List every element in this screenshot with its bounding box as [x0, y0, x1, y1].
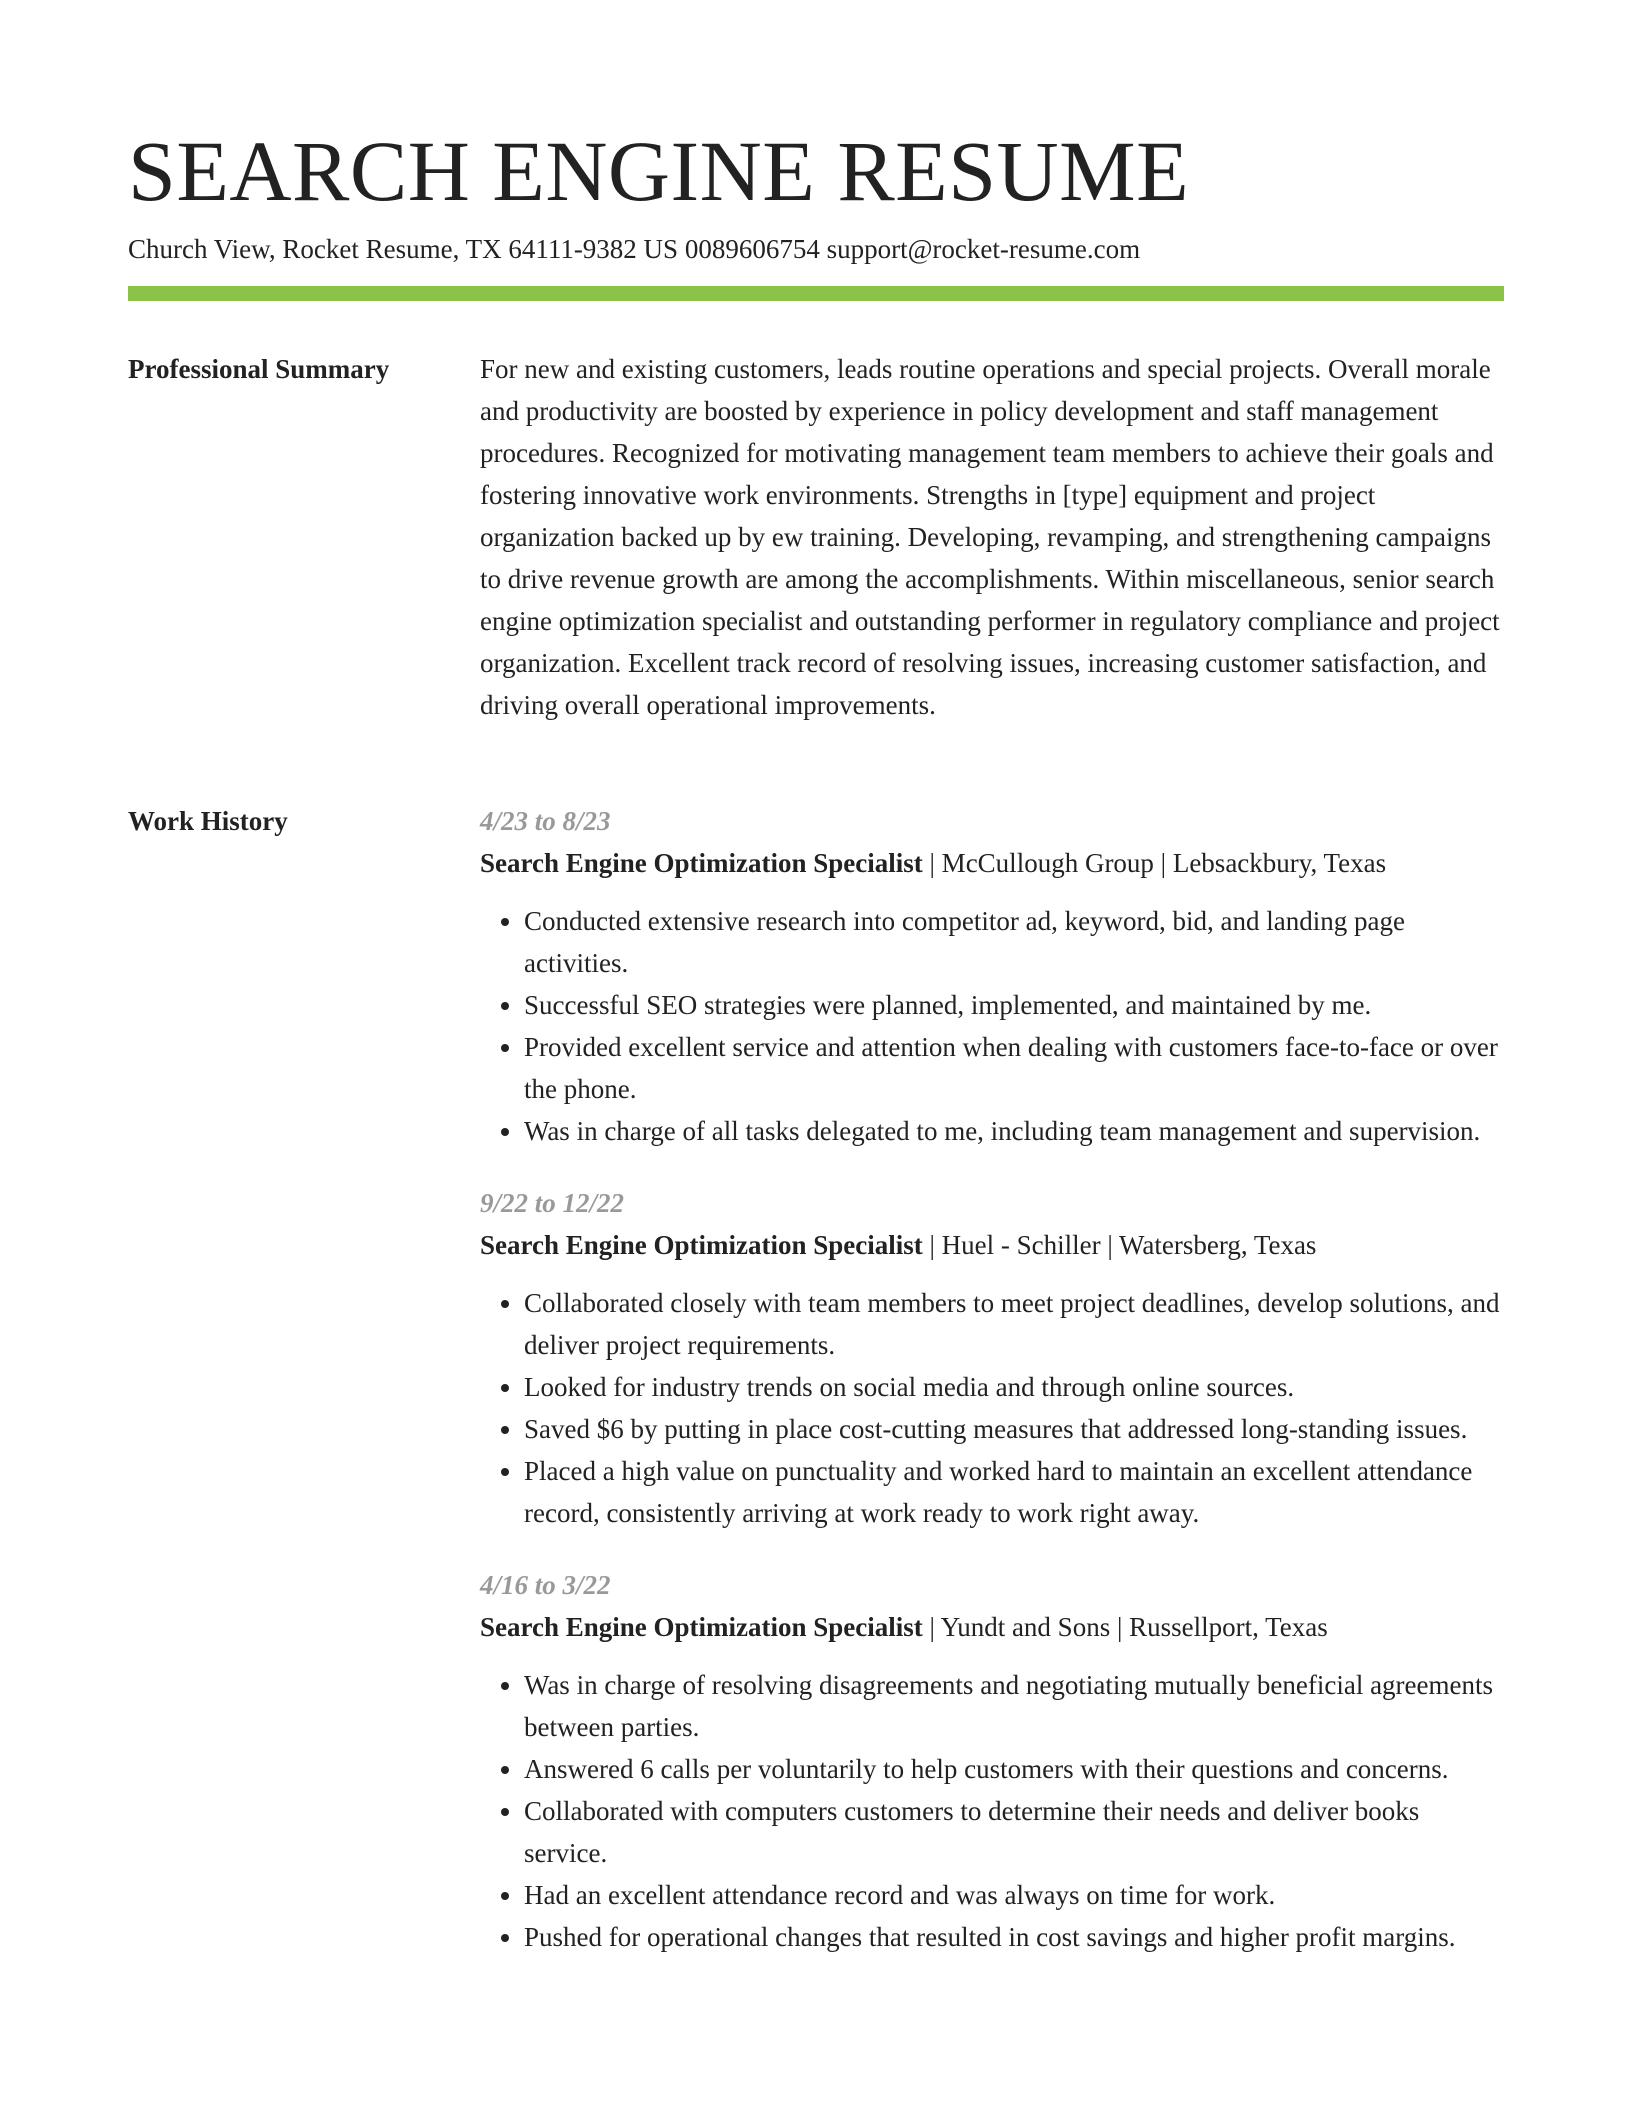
job-bullet: • Saved $6 by putting in place cost-cutting measures that addressed long-standing issues.	[524, 1408, 1504, 1450]
job-bullet-list	[480, 1664, 1504, 1958]
job-title: Search Engine Optimization Specialist	[480, 848, 923, 878]
job-employer-location: | Yundt and Sons | Russellport, Texas	[922, 1612, 1328, 1642]
job-dates: 4/16 to 3/22	[480, 1570, 611, 1600]
job-employer-location: | Huel - Schiller | Watersberg, Texas	[922, 1230, 1317, 1260]
job-title: Search Engine Optimization Specialist	[480, 1612, 923, 1642]
job-heading	[480, 1224, 1504, 1266]
job-bullet-list	[480, 900, 1504, 1152]
job-heading	[480, 1606, 1504, 1648]
job-entry	[480, 800, 1504, 1152]
job-title: Search Engine Optimization Specialist	[480, 1230, 923, 1260]
job-heading	[480, 842, 1504, 884]
job-bullet-list	[480, 1282, 1504, 1534]
job-dates: 9/22 to 12/22	[480, 1188, 625, 1218]
job-bullet: • Was in charge of all tasks delegated to me, including team management and supervision.	[524, 1110, 1504, 1152]
job-bullet: • Conducted extensive research into competitor ad, keyword, bid, and landing page activities.	[524, 900, 1504, 984]
summary-text: For new and existing customers, leads routine operations and special projects. Overall morale and productivity are boosted by experience in policy development and staff management procedures. Recognized for motivating management team members to achieve their goals and fostering innovative work environments. Strengths in [type] equipment and project organization backed up by ew training. Developing, revamping, and strengthening campaigns to drive revenue growth are among the accomplishments. Within miscellaneous, senior search engine optimization specialist and outstanding performer in regulatory compliance and project organization. Excellent track record of resolving issues, increasing customer satisfaction, and driving overall operational improvements.	[480, 354, 1500, 720]
resume-title: SEARCH ENGINE RESUME	[128, 123, 1190, 219]
job-bullet: • Answered 6 calls per voluntarily to help customers with their questions and concerns.	[524, 1748, 1504, 1790]
job-bullet: • Was in charge of resolving disagreements and negotiating mutually beneficial agreements between parties.	[524, 1664, 1504, 1748]
job-bullet: • Collaborated closely with team members to meet project deadlines, develop solutions, and deliver project requirements.	[524, 1282, 1504, 1366]
job-bullet: • Had an excellent attendance record and was always on time for work.	[524, 1874, 1504, 1916]
section-heading-work-history: Work History	[128, 806, 288, 836]
job-bullet: • Provided excellent service and attention when dealing with customers face-to-face or over the phone.	[524, 1026, 1504, 1110]
job-bullet: • Placed a high value on punctuality and worked hard to maintain an excellent attendance record, consistently arriving at work ready to work right away.	[524, 1450, 1504, 1534]
job-bullet: • Pushed for operational changes that resulted in cost savings and higher profit margins.	[524, 1916, 1504, 1958]
work-history-body	[480, 800, 1504, 1988]
job-bullet: • Successful SEO strategies were planned, implemented, and maintained by me.	[524, 984, 1504, 1026]
contact-line: Church View, Rocket Resume, TX 64111-9382 US 0089606754 support@rocket-resume.com	[128, 234, 1141, 264]
summary-body	[480, 348, 1504, 726]
job-employer-location: | McCullough Group | Lebsackbury, Texas	[922, 848, 1387, 878]
job-entry	[480, 1182, 1504, 1534]
job-bullet: • Looked for industry trends on social media and through online sources.	[524, 1366, 1504, 1408]
job-bullet: • Collaborated with computers customers to determine their needs and deliver books service.	[524, 1790, 1504, 1874]
accent-divider	[128, 286, 1504, 301]
job-entry	[480, 1564, 1504, 1958]
section-heading-professional-summary: Professional Summary	[128, 354, 390, 384]
job-dates: 4/23 to 8/23	[480, 806, 611, 836]
